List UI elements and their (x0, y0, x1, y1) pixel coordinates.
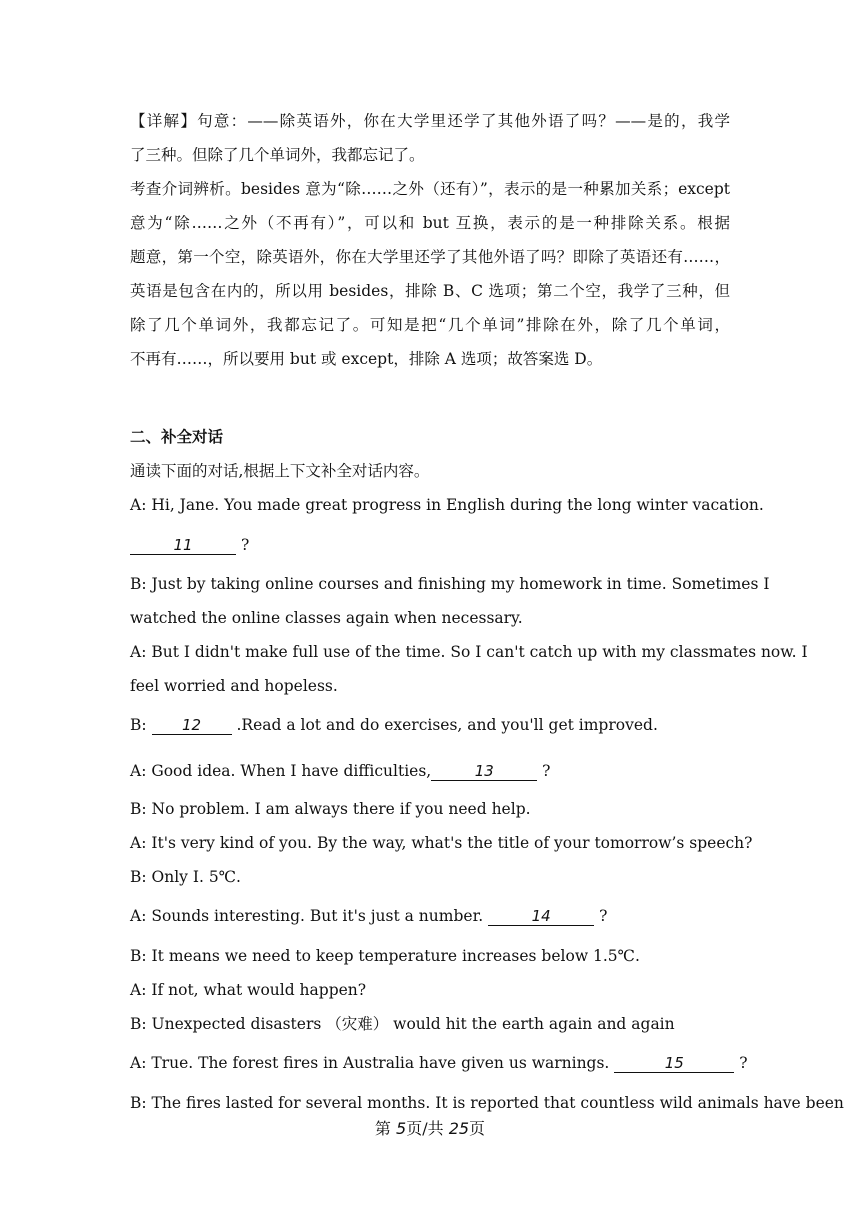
answer-blank-14[interactable]: 14 (488, 907, 594, 926)
dialogue-a4: A: It's very kind of you. By the way, what's the title of your tomorrow’s speech? (130, 834, 753, 852)
dialogue-a1: A: Hi, Jane. You made great progress in English during the long winter vacation. (130, 496, 764, 514)
dialogue-q11 (130, 535, 249, 555)
current-page-number: 5 (396, 1119, 407, 1138)
dialogue-a2-line-2: feel worried and hopeless. (130, 677, 338, 695)
answer-blank-13[interactable]: 13 (431, 762, 537, 781)
a7-prefix: A: True. The forest fires in Australia have given us warnings. (130, 1054, 610, 1072)
explanation-line-5: 题意，第一个空，除英语外，你在大学里还学了其他外语了吗？即除了英语还有……， (130, 248, 730, 266)
dialogue-b2 (130, 715, 658, 735)
dialogue-b5: B: It means we need to keep temperature increases below 1.5℃. (130, 947, 640, 965)
answer-blank-12[interactable]: 12 (152, 716, 232, 735)
explanation-line-8: 不再有……，所以要用 but 或 except，排除 A 选项；故答案选 D。 (130, 350, 603, 368)
explanation-line-4: 意为“除……之外（不再有）”，可以和 but 互换，表示的是一种排除关系。根据 (130, 214, 730, 232)
answer-blank-11[interactable]: 11 (130, 536, 236, 555)
dialogue-b6: B: Unexpected disasters （灾难） would hit the earth again and again (130, 1015, 675, 1033)
explanation-line-1: 【详解】句意：——除英语外，你在大学里还学了其他外语了吗？——是的，我学 (130, 112, 730, 130)
footer-suffix: 页 (469, 1119, 486, 1138)
section-instruction: 通读下面的对话,根据上下文补全对话内容。 (130, 462, 430, 480)
dialogue-a6: A: If not, what would happen? (130, 981, 367, 999)
dialogue-b4: B: Only I. 5℃. (130, 868, 241, 886)
b2-suffix: .Read a lot and do exercises, and you'll get improved. (236, 716, 658, 734)
dialogue-b7: B: The fires lasted for several months. It is reported that countless wild animals have been (130, 1094, 844, 1112)
explanation-line-2: 了三种。但除了几个单词外，我都忘记了。 (130, 146, 425, 164)
a7-suffix: ? (739, 1054, 748, 1072)
dialogue-a3 (130, 761, 550, 781)
a3-prefix: A: Good idea. When I have difficulties, (130, 762, 432, 780)
answer-blank-15[interactable]: 15 (614, 1054, 734, 1073)
dialogue-b1-line-1: B: Just by taking online courses and finishing my homework in time. Sometimes I (130, 575, 770, 593)
b2-prefix: B: (130, 716, 152, 734)
footer-prefix: 第 (374, 1119, 397, 1138)
explanation-line-3: 考查介词辨析。besides 意为“除……之外（还有）”，表示的是一种累加关系；except (130, 180, 730, 198)
footer-middle: 页/共 (406, 1119, 449, 1138)
page-footer (0, 1119, 860, 1139)
explanation-line-6: 英语是包含在内的，所以用 besides，排除 B、C 选项；第二个空，我学了三种，但 (130, 282, 730, 300)
dialogue-a7 (130, 1053, 748, 1073)
dialogue-b1-line-2: watched the online classes again when necessary. (130, 609, 523, 627)
explanation-line-7: 除了几个单词外，我都忘记了。可知是把“几个单词”排除在外，除了几个单词， (130, 316, 730, 334)
q11-end: ? (240, 536, 250, 554)
dialogue-b3: B: No problem. I am always there if you need help. (130, 800, 531, 818)
total-page-count: 25 (448, 1119, 470, 1138)
a3-suffix: ? (542, 762, 551, 780)
dialogue-a2-line-1: A: But I didn't make full use of the time. So I can't catch up with my classmates now. I (130, 643, 808, 661)
dialogue-a5 (130, 906, 607, 926)
a5-suffix: ? (599, 907, 608, 925)
a5-prefix: A: Sounds interesting. But it's just a number. (130, 907, 484, 925)
section-heading: 二、补全对话 (130, 428, 224, 446)
